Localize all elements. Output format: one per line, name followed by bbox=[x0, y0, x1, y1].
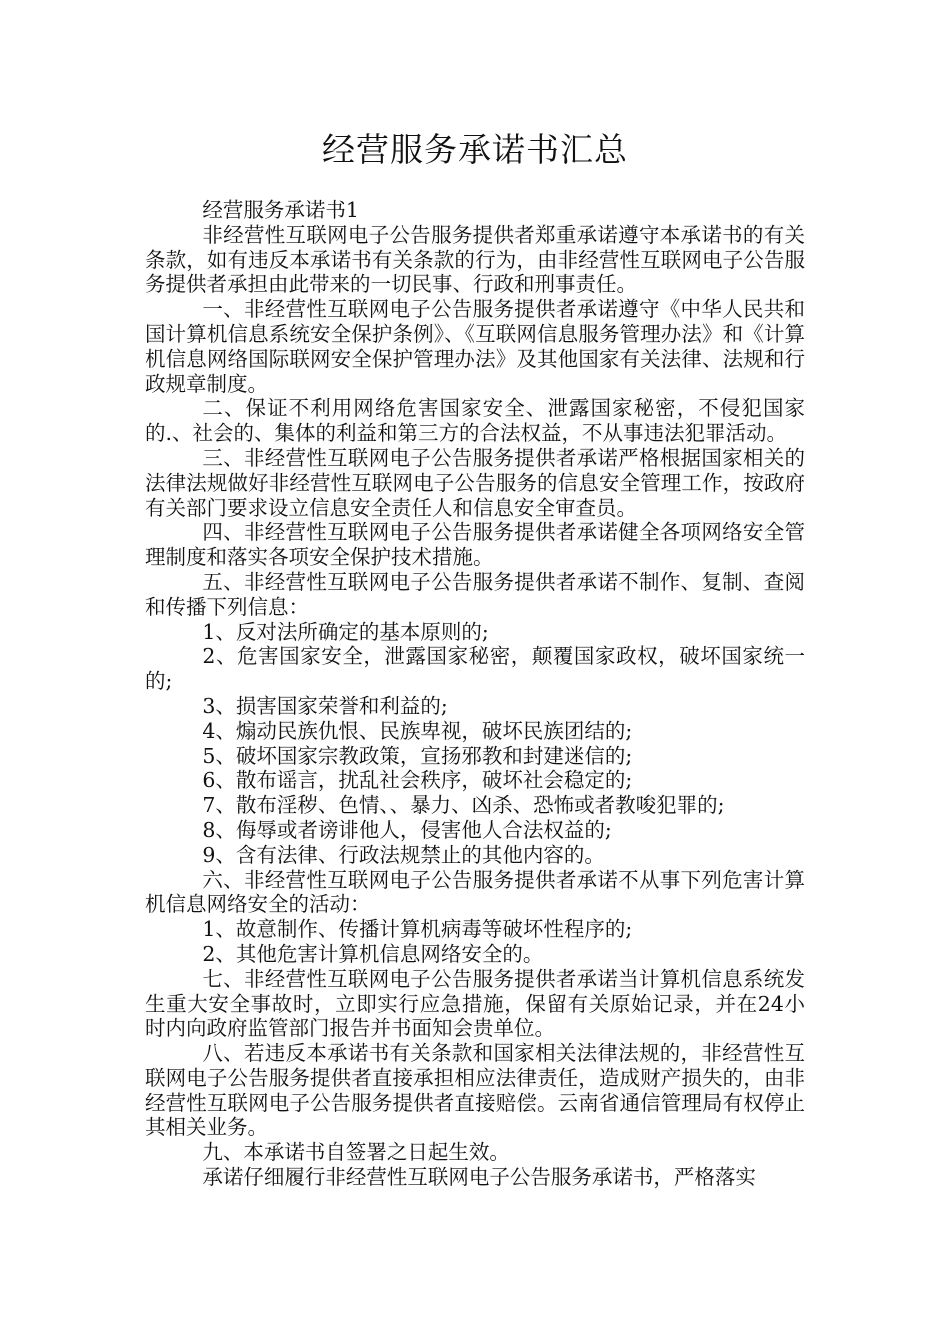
clause-5-paragraph: 五、非经营性互联网电子公告服务提供者承诺不制作、复制、查阅和传播下列信息： bbox=[145, 569, 805, 619]
list-item: 5、破坏国家宗教政策，宣扬邪教和封建迷信的; bbox=[202, 743, 633, 768]
list-item: 6、散布谣言，扰乱社会秩序，破坏社会稳定的; bbox=[202, 768, 633, 793]
list-item: 1、故意制作、传播计算机病毒等破坏性程序的; bbox=[202, 917, 633, 942]
list-item: 8、侮辱或者谤诽他人，侵害他人合法权益的; bbox=[202, 817, 612, 842]
clause-7-paragraph: 七、非经营性互联网电子公告服务提供者承诺当计算机信息系统发生重大安全事故时，立即实行应急措施，保留有关原始记录，并在24小时内向政府监管部门报告并书面知会贵单位。 bbox=[145, 966, 805, 1041]
clause-8-paragraph: 八、若违反本承诺书有关条款和国家相关法律法规的，非经营性互联网电子公告服务提供者直接承担相应法律责任，造成财产损失的，由非经营性互联网电子公告服务提供者直接赔偿。云南省通信管理局有权停止其相关业务。 bbox=[145, 1041, 805, 1140]
list-item: 9、含有法律、行政法规禁止的其他内容的。 bbox=[202, 842, 605, 867]
list-item: 1、反对法所确定的基本原则的; bbox=[202, 619, 489, 644]
document-title: 经营服务承诺书汇总 bbox=[322, 130, 628, 169]
clause-1-paragraph: 一、非经营性互联网电子公告服务提供者承诺遵守《中华人民共和国计算机信息系统安全保护条例》、《互联网信息服务管理办法》和《计算机信息网络国际联网安全保护管理办法》及其他国家有关法律、法规和行政规章制度。 bbox=[145, 297, 805, 396]
list-item: 4、煽动民族仇恨、民族卑视，破坏民族团结的; bbox=[202, 718, 633, 743]
list-item: 7、散布淫秽、色情、、暴力、凶杀、恐怖或者教唆犯罪的; bbox=[202, 793, 725, 818]
clause-9-paragraph: 九、本承诺书自签署之日起生效。 bbox=[202, 1140, 510, 1165]
clause-6-paragraph: 六、非经营性互联网电子公告服务提供者承诺不从事下列危害计算机信息网络安全的活动： bbox=[145, 867, 805, 917]
list-item: 2、其他危害计算机信息网络安全的。 bbox=[202, 941, 544, 966]
clause-3-paragraph: 三、非经营性互联网电子公告服务提供者承诺严格根据国家相关的法律法规做好非经营性互联网电子公告服务的信息安全管理工作，按政府有关部门要求设立信息安全责任人和信息安全审查员。 bbox=[145, 445, 805, 520]
section-heading: 经营服务承诺书1 bbox=[202, 198, 359, 222]
clause-4-paragraph: 四、非经营性互联网电子公告服务提供者承诺健全各项网络安全管理制度和落实各项安全保护技术措施。 bbox=[145, 520, 805, 570]
document-body bbox=[145, 198, 805, 1190]
list-item: 3、损害国家荣誉和利益的; bbox=[202, 693, 448, 718]
intro-paragraph: 非经营性互联网电子公告服务提供者郑重承诺遵守本承诺书的有关条款，如有违反本承诺书有关条款的行为，由非经营性互联网电子公告服务提供者承担由此带来的一切民事、行政和刑事责任。 bbox=[145, 222, 805, 297]
clause-2-paragraph: 二、保证不利用网络危害国家安全、泄露国家秘密，不侵犯国家的.、社会的、集体的利益和第三方的合法权益，不从事违法犯罪活动。 bbox=[145, 396, 805, 446]
list-item: 2、危害国家安全，泄露国家秘密，颠覆国家政权，破坏国家统一的; bbox=[145, 644, 805, 694]
closing-paragraph: 承诺仔细履行非经营性互联网电子公告服务承诺书，严格落实 bbox=[202, 1165, 756, 1190]
